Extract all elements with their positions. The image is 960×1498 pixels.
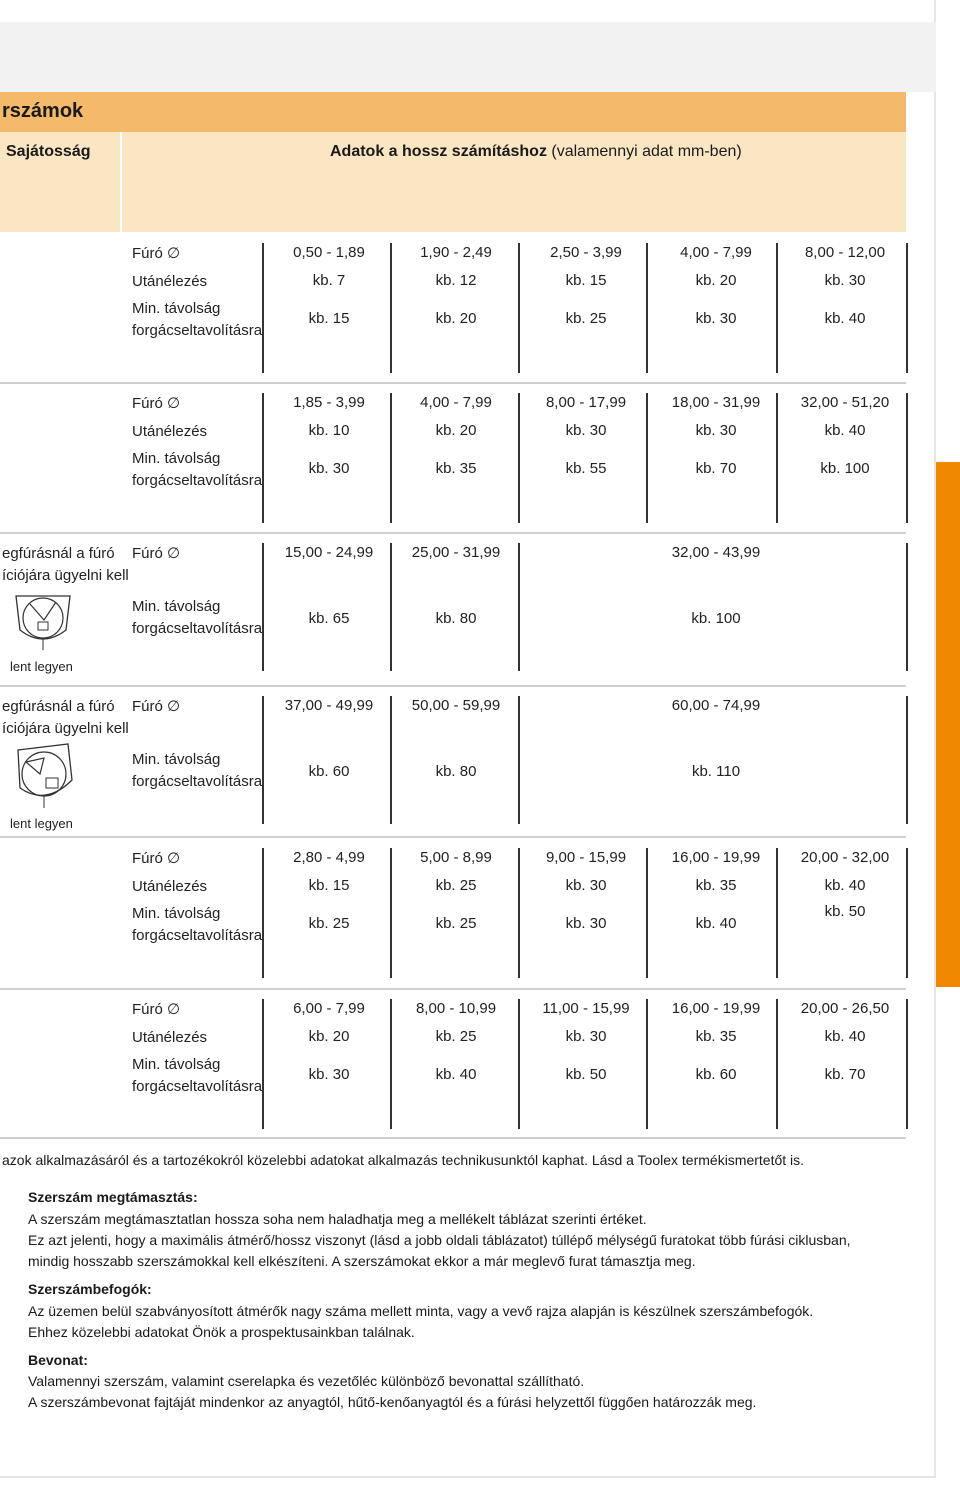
min-distance-value: kb. 110 [691, 763, 741, 780]
column-tick [262, 393, 264, 523]
diameter-range: 16,00 - 19,99 [671, 1000, 761, 1017]
footer-intro: azok alkalmazásáról és a tartozékokról közelebbi adatokat alkalmazás technikusunktól kaphat. Lásd a Toolex termékismertetőt is. [2, 1152, 805, 1168]
column-tick [518, 696, 520, 824]
regrinding-value: kb. 40 [824, 877, 866, 894]
diameter-range: 8,00 - 17,99 [545, 394, 627, 411]
min-distance-value: kb. 70 [824, 1066, 866, 1083]
column-tick [906, 848, 908, 978]
section-divider [0, 1137, 906, 1139]
column-tick [646, 393, 648, 523]
diameter-range: 1,90 - 2,49 [420, 244, 492, 261]
label-drill-diameter: Fúró ∅ [132, 1001, 181, 1018]
regrinding-value: kb. 25 [435, 1028, 477, 1045]
label-chip-removal: forgácseltavolításra [132, 773, 263, 790]
coating-line-2: A szerszámbevonat fajtáját mindenkor az anyagtól, hűtő-kenőanyagtól és a fúrási helyzettől függően határozzák meg. [28, 1394, 757, 1410]
drill-orientation-icon [10, 590, 76, 657]
regrinding-value: kb. 7 [312, 272, 346, 289]
regrinding-value: kb. 12 [435, 272, 477, 289]
column-header-data [330, 143, 742, 161]
section-divider [0, 988, 906, 990]
diameter-range: 32,00 - 43,99 [671, 544, 761, 561]
regrinding-value: kb. 10 [308, 422, 350, 439]
column-tick [390, 243, 392, 373]
column-tick [262, 848, 264, 978]
min-distance-value: kb. 50 [565, 1066, 607, 1083]
column-tick [390, 696, 392, 824]
column-tick [906, 999, 908, 1129]
label-min-distance: Min. távolság [132, 905, 221, 922]
section-divider [0, 382, 906, 384]
holders-title: Szerszámbefogók: [28, 1281, 152, 1297]
min-distance-value: kb. 65 [308, 610, 350, 627]
min-distance-value: kb. 30 [308, 460, 350, 477]
diameter-range: 32,00 - 51,20 [800, 394, 890, 411]
label-min-distance: Min. távolság [132, 300, 221, 317]
diameter-range: 9,00 - 15,99 [545, 849, 627, 866]
diameter-range: 2,80 - 4,99 [293, 849, 365, 866]
min-distance-value: kb. 40 [824, 310, 866, 327]
diameter-range: 6,00 - 7,99 [293, 1000, 365, 1017]
column-tick [518, 543, 520, 671]
regrinding-value: kb. 30 [695, 422, 737, 439]
orientation-note-2: lent legyen [10, 816, 73, 831]
column-header-data-bold: Adatok a hossz számításhoz [330, 143, 547, 160]
regrinding-value: kb. 20 [695, 272, 737, 289]
column-tick [518, 243, 520, 373]
column-tick [518, 393, 520, 523]
min-distance-value: kb. 50 [824, 903, 866, 920]
diameter-range: 1,85 - 3,99 [293, 394, 365, 411]
regrinding-value: kb. 35 [695, 877, 737, 894]
diameter-range: 18,00 - 31,99 [671, 394, 761, 411]
label-drill-diameter: Fúró ∅ [132, 698, 181, 715]
column-tick [906, 243, 908, 373]
column-tick [646, 243, 648, 373]
min-distance-value: kb. 20 [435, 310, 477, 327]
label-drill-diameter: Fúró ∅ [132, 395, 181, 412]
label-min-distance: Min. távolság [132, 598, 221, 615]
diameter-range: 11,00 - 15,99 [542, 1000, 630, 1017]
min-distance-value: kb. 40 [435, 1066, 477, 1083]
min-distance-value: kb. 70 [695, 460, 737, 477]
column-tick [390, 393, 392, 523]
min-distance-value: kb. 15 [308, 310, 350, 327]
insert-orientation-icon [10, 740, 76, 815]
drilling-note-1: egfúrásnál a fúró [2, 545, 115, 562]
label-min-distance: Min. távolság [132, 450, 221, 467]
min-distance-value: kb. 60 [308, 763, 350, 780]
column-tick [390, 543, 392, 671]
drilling-note-2: íciójára ügyelni kell [2, 567, 129, 584]
regrinding-value: kb. 20 [435, 422, 477, 439]
label-min-distance: Min. távolság [132, 751, 221, 768]
section-divider [0, 532, 906, 534]
regrinding-value: kb. 30 [565, 1028, 607, 1045]
min-distance-value: kb. 40 [695, 915, 737, 932]
column-tick [776, 999, 778, 1129]
column-header-data-unit: (valamennyi adat mm-ben) [546, 143, 742, 160]
label-chip-removal: forgácseltavolításra [132, 472, 263, 489]
label-regrinding: Utánélezés [132, 273, 208, 290]
diameter-range: 15,00 - 24,99 [284, 544, 374, 561]
regrinding-value: kb. 40 [824, 1028, 866, 1045]
column-tick [906, 696, 908, 824]
diameter-range: 37,00 - 49,99 [284, 697, 374, 714]
coating-line-1: Valamennyi szerszám, valamint cserelapka és vezetőléc különböző bevonattal szállítható. [28, 1373, 585, 1389]
min-distance-value: kb. 55 [565, 460, 607, 477]
label-regrinding: Utánélezés [132, 878, 208, 895]
column-tick [518, 999, 520, 1129]
column-header-feature: Sajátosság [6, 143, 91, 160]
label-chip-removal: forgácseltavolításra [132, 1078, 263, 1095]
regrinding-value: kb. 15 [308, 877, 350, 894]
regrinding-value: kb. 40 [824, 422, 866, 439]
column-tick [390, 999, 392, 1129]
diameter-range: 8,00 - 12,00 [804, 244, 886, 261]
column-tick [390, 848, 392, 978]
min-distance-value: kb. 100 [691, 610, 741, 627]
diameter-range: 16,00 - 19,99 [671, 849, 761, 866]
column-tick [906, 543, 908, 671]
min-distance-value: kb. 30 [565, 915, 607, 932]
support-line-2: Ez azt jelenti, hogy a maximális átmérő/hossz viszonyt (lásd a jobb oldali táblázatot) túllépő mélységű furatokat több fúrási ciklusban, [28, 1232, 851, 1248]
label-chip-removal: forgácseltavolításra [132, 322, 263, 339]
label-regrinding: Utánélezés [132, 1029, 208, 1046]
diameter-range: 25,00 - 31,99 [411, 544, 501, 561]
support-line-3: mindig hosszabb szerszámokkal kell elkészíteni. A szerszámokat ekkor a már meglevő furat támasztja meg. [28, 1253, 696, 1269]
column-tick [776, 243, 778, 373]
min-distance-value: kb. 60 [695, 1066, 737, 1083]
column-tick [262, 543, 264, 671]
diameter-range: 5,00 - 8,99 [420, 849, 492, 866]
column-tick [262, 999, 264, 1129]
diameter-range: 2,50 - 3,99 [550, 244, 622, 261]
section-divider [0, 685, 906, 687]
label-drill-diameter: Fúró ∅ [132, 850, 181, 867]
diameter-range: 50,00 - 59,99 [411, 697, 501, 714]
min-distance-value: kb. 25 [435, 915, 477, 932]
support-title: Szerszám megtámasztás: [28, 1189, 198, 1205]
min-distance-value: kb. 100 [820, 460, 870, 477]
regrinding-value: kb. 30 [565, 422, 607, 439]
label-regrinding: Utánélezés [132, 423, 208, 440]
min-distance-value: kb. 80 [435, 763, 477, 780]
column-tick [262, 243, 264, 373]
regrinding-value: kb. 30 [824, 272, 866, 289]
diameter-range: 8,00 - 10,99 [415, 1000, 497, 1017]
diameter-range: 4,00 - 7,99 [420, 394, 492, 411]
label-min-distance: Min. távolság [132, 1056, 221, 1073]
diameter-range: 60,00 - 74,99 [671, 697, 761, 714]
regrinding-value: kb. 20 [308, 1028, 350, 1045]
coating-title: Bevonat: [28, 1352, 88, 1368]
min-distance-value: kb. 35 [435, 460, 477, 477]
label-drill-diameter: Fúró ∅ [132, 545, 181, 562]
min-distance-value: kb. 25 [565, 310, 607, 327]
regrinding-value: kb. 15 [565, 272, 607, 289]
holders-line-1: Az üzemen belül szabványosított átmérők nagy száma mellett minta, vagy a vevő rajza alapján is készülnek szerszámbefogók. [28, 1303, 814, 1319]
diameter-range: 20,00 - 32,00 [800, 849, 890, 866]
min-distance-value: kb. 30 [695, 310, 737, 327]
column-tick [646, 848, 648, 978]
side-tab [936, 462, 960, 987]
label-drill-diameter: Fúró ∅ [132, 245, 181, 262]
header-separator [120, 132, 122, 232]
column-tick [262, 696, 264, 824]
column-tick [518, 848, 520, 978]
min-distance-value: kb. 80 [435, 610, 477, 627]
support-line-1: A szerszám megtámasztatlan hossza soha nem haladhatja meg a mellékelt táblázat szerinti értéket. [28, 1211, 647, 1227]
column-tick [776, 393, 778, 523]
diameter-range: 20,00 - 26,50 [800, 1000, 890, 1017]
holders-line-2: Ehhez közelebbi adatokat Önök a prospektusainkban találnak. [28, 1324, 415, 1340]
regrinding-value: kb. 35 [695, 1028, 737, 1045]
title-bar [0, 92, 906, 132]
orientation-note: lent legyen [10, 659, 73, 674]
regrinding-value: kb. 30 [565, 877, 607, 894]
column-tick [646, 999, 648, 1129]
drilling-note-2: íciójára ügyelni kell [2, 720, 129, 737]
diameter-range: 4,00 - 7,99 [680, 244, 752, 261]
label-chip-removal: forgácseltavolításra [132, 927, 263, 944]
column-tick [906, 393, 908, 523]
diameter-range: 0,50 - 1,89 [293, 244, 365, 261]
regrinding-value: kb. 25 [435, 877, 477, 894]
column-tick [776, 848, 778, 978]
section-divider [0, 836, 906, 838]
drilling-note-1: egfúrásnál a fúró [2, 698, 115, 715]
min-distance-value: kb. 25 [308, 915, 350, 932]
label-chip-removal: forgácseltavolításra [132, 620, 263, 637]
page-title: rszámok [2, 100, 84, 122]
top-band [0, 22, 936, 92]
min-distance-value: kb. 30 [308, 1066, 350, 1083]
